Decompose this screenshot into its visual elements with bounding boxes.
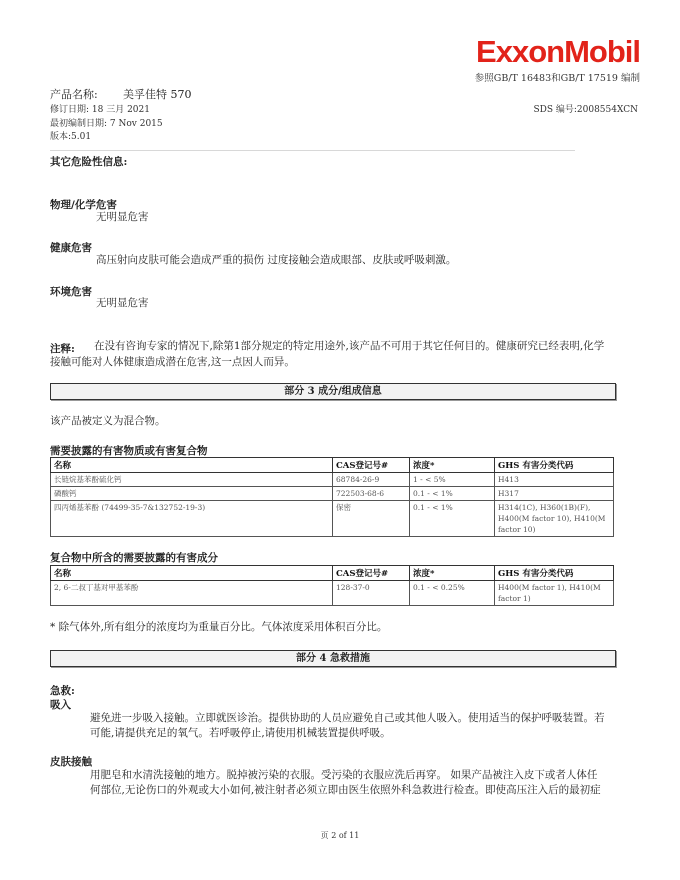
physical-hazards-title: 物理/化学危害 bbox=[50, 199, 117, 211]
skin-contact-line-1: 用肥皂和水清洗接触的地方。脱掉被污染的衣服。受污染的衣服应洗后再穿。 如果产品被注入皮下或者人体任 bbox=[90, 769, 598, 781]
cell-name: 2, 6-二叔丁基对甲基苯酚 bbox=[51, 581, 333, 606]
cell-ghs: H400(M factor 1), H410(M factor 1) bbox=[495, 581, 614, 606]
reference-standard: 参照GB/T 16483和GB/T 17519 编制 bbox=[474, 73, 640, 84]
header-divider bbox=[50, 150, 575, 151]
first-aid-title: 急救: bbox=[50, 685, 75, 697]
cell-cas: 保密 bbox=[333, 501, 410, 537]
col-ghs: GHS 有害分类代码 bbox=[495, 566, 614, 581]
col-name: 名称 bbox=[51, 458, 333, 473]
col-cas: CAS登记号# bbox=[333, 566, 410, 581]
cell-name: 磷酸钙 bbox=[51, 487, 333, 501]
cell-ghs: H314(1C), H360(1B)(F), H400(M factor 10), H410(M factor 10) bbox=[495, 501, 614, 537]
table-row bbox=[51, 473, 614, 487]
concentration-footnote: * 除气体外,所有组分的浓度均为重量百分比。气体浓度采用体积百分比。 bbox=[50, 621, 388, 633]
env-hazards-text: 无明显危害 bbox=[96, 297, 149, 309]
section-4-header: 部分 4 急救措施 bbox=[50, 650, 616, 667]
table1-title: 需要披露的有害物质或有害复合物 bbox=[50, 445, 208, 457]
col-name: 名称 bbox=[51, 566, 333, 581]
other-hazards-title: 其它危险性信息: bbox=[50, 156, 128, 168]
cell-name: 四丙烯基苯酚 (74499-35-7&132752-19-3) bbox=[51, 501, 333, 537]
page-number: 页 2 of 11 bbox=[320, 831, 360, 840]
exxonmobil-logo: ExxonMobil bbox=[476, 34, 640, 69]
cell-concentration: 1 - < 5% bbox=[410, 473, 495, 487]
cell-concentration: 0.1 - < 1% bbox=[410, 501, 495, 537]
table-header-row bbox=[51, 458, 614, 473]
table-row bbox=[51, 581, 614, 606]
health-hazards-text: 高压射向皮肤可能会造成严重的损伤 过度接触会造成眼部、皮肤或呼吸刺激。 bbox=[96, 254, 457, 266]
complex-components-table bbox=[50, 565, 614, 606]
health-hazards-title: 健康危害 bbox=[50, 242, 92, 254]
note-label: 注释: bbox=[50, 343, 75, 355]
cell-cas: 128-37-0 bbox=[333, 581, 410, 606]
cell-ghs: H413 bbox=[495, 473, 614, 487]
table-row bbox=[51, 487, 614, 501]
col-cas: CAS登记号# bbox=[333, 458, 410, 473]
version: 版本:5.01 bbox=[50, 132, 92, 142]
env-hazards-title: 环境危害 bbox=[50, 286, 92, 298]
table-row bbox=[51, 501, 614, 537]
revision-date: 修订日期: 18 三月 2021 bbox=[50, 105, 150, 115]
note-line-1: 在没有咨询专家的情况下,除第1部分规定的特定用途外,该产品不可用于其它任何目的。健康研究已经表明,化学 bbox=[94, 340, 605, 352]
product-name-label: 产品名称: bbox=[50, 88, 98, 101]
note-line-2: 接触可能对人体健康造成潜在危害,这一点因人而异。 bbox=[50, 356, 295, 368]
skin-contact-title: 皮肤接触 bbox=[50, 756, 92, 768]
table-header-row bbox=[51, 566, 614, 581]
cell-concentration: 0.1 - < 1% bbox=[410, 487, 495, 501]
mixture-statement: 该产品被定义为混合物。 bbox=[50, 415, 166, 427]
sds-number: SDS 编号:2008554XCN bbox=[533, 105, 638, 115]
col-concentration: 浓度* bbox=[410, 566, 495, 581]
cell-concentration: 0.1 - < 0.25% bbox=[410, 581, 495, 606]
cell-name: 长链烷基苯酚硫化钙 bbox=[51, 473, 333, 487]
product-name: 美孚佳特 570 bbox=[123, 88, 192, 101]
cell-ghs: H317 bbox=[495, 487, 614, 501]
skin-contact-line-2: 何部位,无论伤口的外观或大小如何,被注射者必须立即由医生依照外科急救进行检查。即使高压注入后的最初症 bbox=[90, 784, 601, 796]
col-concentration: 浓度* bbox=[410, 458, 495, 473]
inhalation-line-1: 避免进一步吸入接触。立即就医诊治。提供协助的人员应避免自己或其他人吸入。使用适当的保护呼吸装置。若 bbox=[90, 712, 605, 724]
first-edition-date: 最初编制日期: 7 Nov 2015 bbox=[50, 119, 163, 129]
inhalation-title: 吸入 bbox=[50, 699, 71, 711]
table2-title: 复合物中所含的需要披露的有害成分 bbox=[50, 552, 218, 564]
cell-cas: 68784-26-9 bbox=[333, 473, 410, 487]
hazardous-substances-table bbox=[50, 457, 614, 537]
col-ghs: GHS 有害分类代码 bbox=[495, 458, 614, 473]
inhalation-line-2: 可能,请提供充足的氧气。若呼吸停止,请使用机械装置提供呼吸。 bbox=[90, 727, 391, 739]
physical-hazards-text: 无明显危害 bbox=[96, 211, 149, 223]
section-3-header: 部分 3 成分/组成信息 bbox=[50, 383, 616, 400]
cell-cas: 722503-68-6 bbox=[333, 487, 410, 501]
